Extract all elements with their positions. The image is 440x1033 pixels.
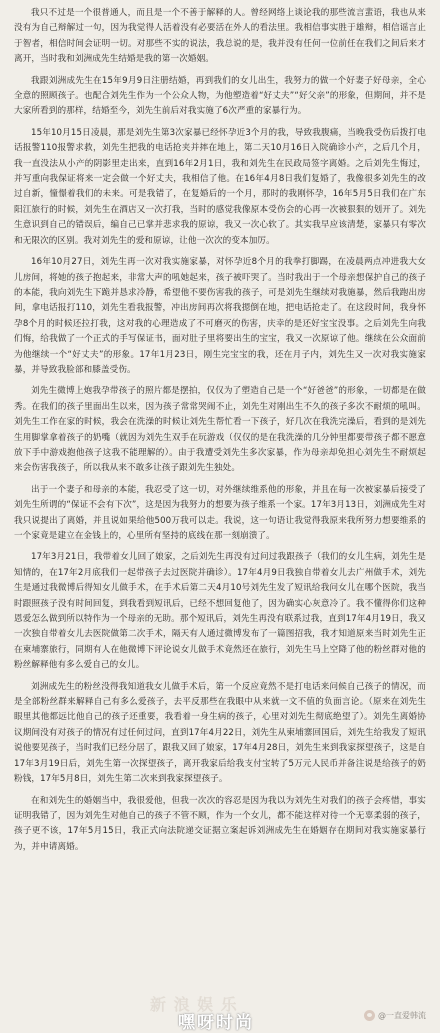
paragraph-2016-incident: 16年10月27日，刘先生再一次对我实施家暴，对怀孕近8个月的我拳打脚踢，在凌晨两点冲进我大女儿房间，将她的孩子抱起来，非常大声的吼她起来，孩子被吓哭了。当时我出于一个母亲想保护自己的孩子的本能，我向刘先生下跪并恳求冷静，希望他不要伤害我的孩子，可是刘先生继续对我施暴，然后我跑出房间，拿电话报打110，刘先生看我报警，冲出房间再次将我摁倒在地，把电话抢走了。在这段时间，我身怀孕8个月的时候还拉打我，这对我的心理造成了不可磨灭的伤害，庆幸的是还好宝宝没事。之后刘先生向我们悔，给我做了一个正式的手写保证书，面对肚子里将要出生的宝宝，我又一次原谅了他。继续在公众面前为他继续一个“好丈夫”的形象。17年1月23日，刚生完宝宝的我，还在月子内，刘先生又一次对我实施家暴，并导致我脸部和膝盖受伤。: [14, 257, 426, 375]
paragraph-lawsuit: 在和刘先生的婚姻当中，我很爱他，但我一次次的容忍是因为我以为刘先生对我们的孩子会疼惜，事实证明我错了，因为刘先生对他自己的孩子不管不顾，作为一个女儿，都不能这样对待一个无辜柔弱的孩子，孩子更不该，17年5月15日，我正式向法院递交证据立案起诉刘洲成先生在婚姻存在期间对我实施家暴行为，并申请离婚。: [14, 795, 426, 852]
paragraph-2015-incident: 15年10月15日凌晨，那是刘先生第3次家暴已经怀孕近3个月的我，导致我腹痛，当晚我受伤后拨打电话报警110报警求救，刘先生把我的电话抢夹并摔在地上，第二天10月16日入院确诊小产，之后几个月，我一直没法从小产的阴影里走出来，直到16年2月1日，我和刘先生在民政局签字离婚。之后刘先生悔过，并写重向我保证将来一定会做一个好丈夫，我相信了他。在16年4月8日我们复婚了，我像很多刘先生的改过自新，憧憬着我们的未来。可是我错了，在复婚后的一个月，那时的我刚怀孕，16年5月5日我们在广东阳江旅行的时候，刘先生在酒店又一次打我，当时的感觉我像原本受伤会的心再一次被狠狠的划开了。刘先生意识到自己的错误后，编自己已掌并悲求我的原谅，我又一次心软了。其实我早应该清楚，家暴只有零次和无限次的区别。我对刘先生的爱和原谅，让他一次次的变本加厉。: [14, 127, 426, 246]
paragraph-daughter-surgery: 17年3月21日，我带着女儿回了娘家，之后刘先生再没有过问过我跟孩子（我们的女儿生病，刘先生是知情的，在17年2月底我们一起带孩子去过医院并确诊）。17年4月9日我独自带着女儿去广州做手术，刘先生是通过我微博后得知女儿做手术，在手术后第二天4月10号刘先生发了短讯给我问女儿在哪个医院，我当时跟照孩子没有时间回复，到我看到短讯后，已经不想回复他了，因为确实心灰意冷了。我不懂得你们这种恩爱怎么做到所以特作为一个母亲的无助。那个短讯后，刘先生再没有联系过我，直到17年4月19日，我又一次独自带着女儿去医院做第二次手术，隔天有人通过微博发布了一篇图招我，我才知道原来当时刘先生正在柬埔寨旅行，同期有人在他微博下评论说女儿做手术竟然还在旅行，刘先生马上空降了他的粉丝群对他的粉丝解释他有多么爱自己的女儿。: [14, 552, 426, 671]
weibo-handle: @一直爱韩流: [378, 1011, 426, 1020]
site-watermark: 嘿呀时尚: [178, 1013, 254, 1033]
paragraph-divorce-request: 出于一个妻子和母亲的本能，我忍受了这一切，对外继续维系他的形象，并且在每一次被家暴后接受了刘先生所谓的“保证不会有下次”，这是因为我努力的想要为孩子维系一个家。17年3月13日，刘洲成先生对我只说提出了离婚，并且说如果给他500万我可以走。我说，这一句语让我觉得我原来我所努力想要维系的一个家竟是建立在金钱上的，心里所有坚持的底线在那一刻崩溃了。: [14, 484, 426, 541]
paragraph-intro: 我只不过是一个很普通人，而且是一个不善于解释的人。曾经网络上谈论我的那些流言蜚语，我也从来没有为自己辩解过一句，因为我觉得人活着没有必要活在外人的看法里。我相信事实胜于雄辩，相信谣言止于智者，相信时间会证明一切。对那些不实的说法，我总说的是，我并没有任何一位前任在我们之间后来才离开，当时我和刘洲成先生结婚是我的第一次婚姻。: [14, 8, 426, 65]
center-watermark: 新 浪 娱 乐: [150, 995, 238, 1014]
paragraph-fan-response: 刘洲成先生的粉丝没得我知道我女儿做手术后，第一个反应竟然不是打电话来问候自己孩子的情况，而是全部粉丝群来解释自己有多么爱孩子，去平反那些在我眼中从来就一文不值的负面言论。（原来在刘先生眼里其他都远比他自己的孩子还重要，我看着一身生病的孩子，心里对刘先生彻底绝望了）。刘先生离婚协议期间没有对孩子的情况有过任何过问，直到17年4月22日，刘先生从柬埔寨回国后，刘先生给我发了短讯说他要见孩子，当时我们已经分居了，跟我又回了娘家，17年4月28日，刘先生来到我家探望孩子，这是自17年3月19日后，刘先生第一次探望孩子，离开我家后给我支付宝转了5万元人民币并备注说是给孩子的奶粉钱，17年5月8日，刘先生第二次来到我家探望孩子。: [14, 681, 426, 785]
weibo-icon: [364, 1010, 375, 1021]
weibo-credit: [364, 1010, 426, 1021]
paragraph-parenting: 刘先生微博上炮我孕带孩子的照片都是摆拍，仅仅为了塑造自己是一个“好爸爸”的形象，一切都是在做秀。在我们的孩子里面出生以来，因为孩子常常哭闹不止，刘先生对刚出生不久的孩子多次不耐烦的吼叫。刘先生工作在家的时候，我会在洗澡的时候让刘先生帮忙看一下孩子，好几次在我洗完澡后，看到的是刘先生用脚掌拿着孩子的奶嘴（就因为刘先生双手在玩游戏（仅仅的是在我洗澡的几分钟里都要带孩子都不愿意放下手中游戏抱他孩子这我不能理解的）。由于我遭受刘先生多次家暴，作为母亲却免担心刘先生不耐烦起来会伤害我孩子，所以我从来不敢多让孩子跟刘先生独处。: [14, 386, 426, 474]
paragraph-marriage: 我跟刘洲成先生在15年9月9日注册结婚，再到我们的女儿出生，我努力的做一个好妻子好母亲，全心全意的照顾孩子。也配合刘先生作为一个公众人物，为他塑造着“好丈夫”“好父亲”的形象，但期间，并不是大家所看到的那样，结婚至今，刘先生前后对我实施了6次严重的家暴行为。: [14, 75, 426, 117]
